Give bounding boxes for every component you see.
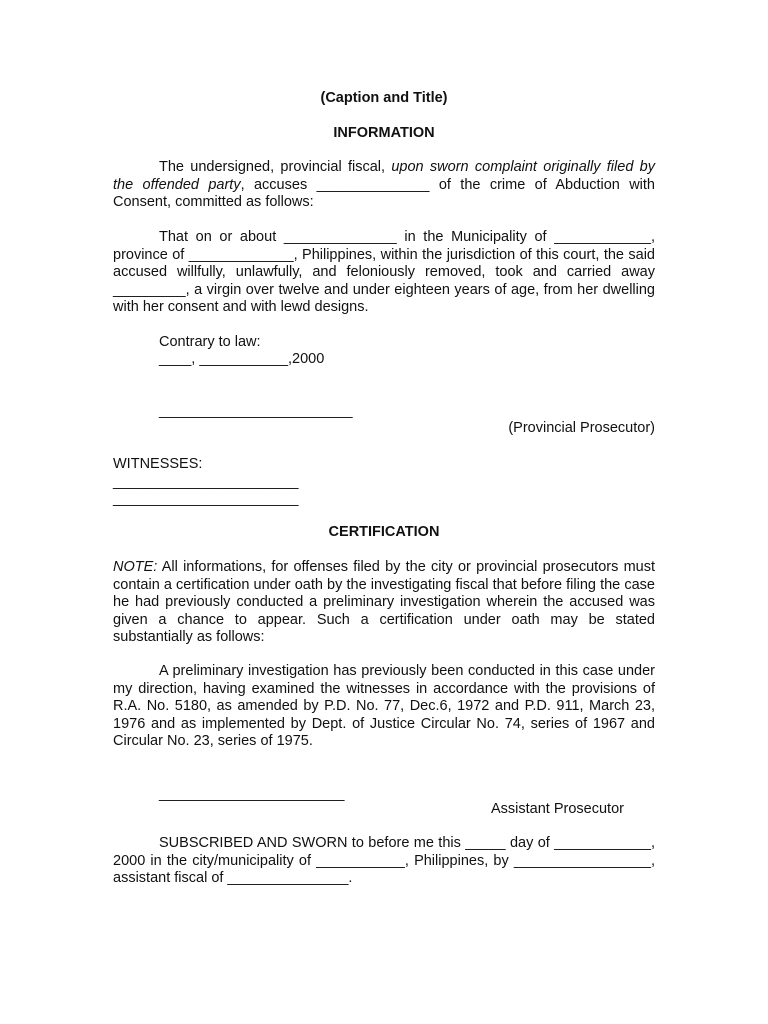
certification-heading: CERTIFICATION [328,524,440,540]
assistant-prosecutor-signature-line: _______________________ [159,786,345,802]
information-heading: INFORMATION [333,125,435,141]
note-text: All informations, for offenses filed by the city or provincial prosecutors must contain a certification under oath by the investigating fiscal that before filing the case he had previously conducted a preliminary investigation wherein the accused was given a chance to appear. Such a certification under oath may be stated substantially as follows: [113,559,655,645]
witnesses-label: WITNESSES: [113,456,203,472]
information-paragraph-1 [113,159,655,212]
witness-line-1: _______________________ [113,474,299,490]
certification-note [113,559,655,647]
provincial-prosecutor-signature-line: ________________________ [159,403,353,419]
para1-text-italic: upon sworn complaint originally filed by the offended party [113,159,655,193]
note-label: NOTE: [113,559,158,575]
information-paragraph-2: That on or about ______________ in the Municipality of ____________, province of _____________, Philippines, within the jurisdiction of this court, the said accused willfully, unlawfully, and feloniously removed, took and carried away _________, a virgin over twelve and under eighteen years of age, from her dwelling with her consent and with lewd designs. [113,229,655,315]
provincial-prosecutor-title: (Provincial Prosecutor) [508,420,655,436]
contrary-to-law: Contrary to law: [159,334,261,350]
para1-text-c: , accuses ______________ of the crime of Abduction with Consent, committed as follows: [113,176,655,210]
assistant-prosecutor-title: Assistant Prosecutor [491,801,624,817]
subscribed-and-sworn-paragraph: SUBSCRIBED AND SWORN to before me this _____ day of ____________, 2000 in the city/municipality of ___________, Philippines, by _________________, assistant fiscal of _______________. [113,835,655,886]
witness-line-2: _______________________ [113,491,299,507]
caption-title: (Caption and Title) [320,90,448,106]
certification-paragraph: A preliminary investigation has previously been conducted in this case under my direction, having examined the witnesses in accordance with the provisions of R.A. No. 5180, as amended by P.D. No. 77, Dec.6, 1972 and P.D. 911, March 23, 1976 and as implemented by Dept. of Justice Circular No. 74, series of 1967 and Circular No. 23, series of 1975. [113,663,655,749]
date-line: ____, ___________,2000 [159,351,325,367]
para1-text-a: The undersigned, provincial fiscal, [159,159,392,175]
